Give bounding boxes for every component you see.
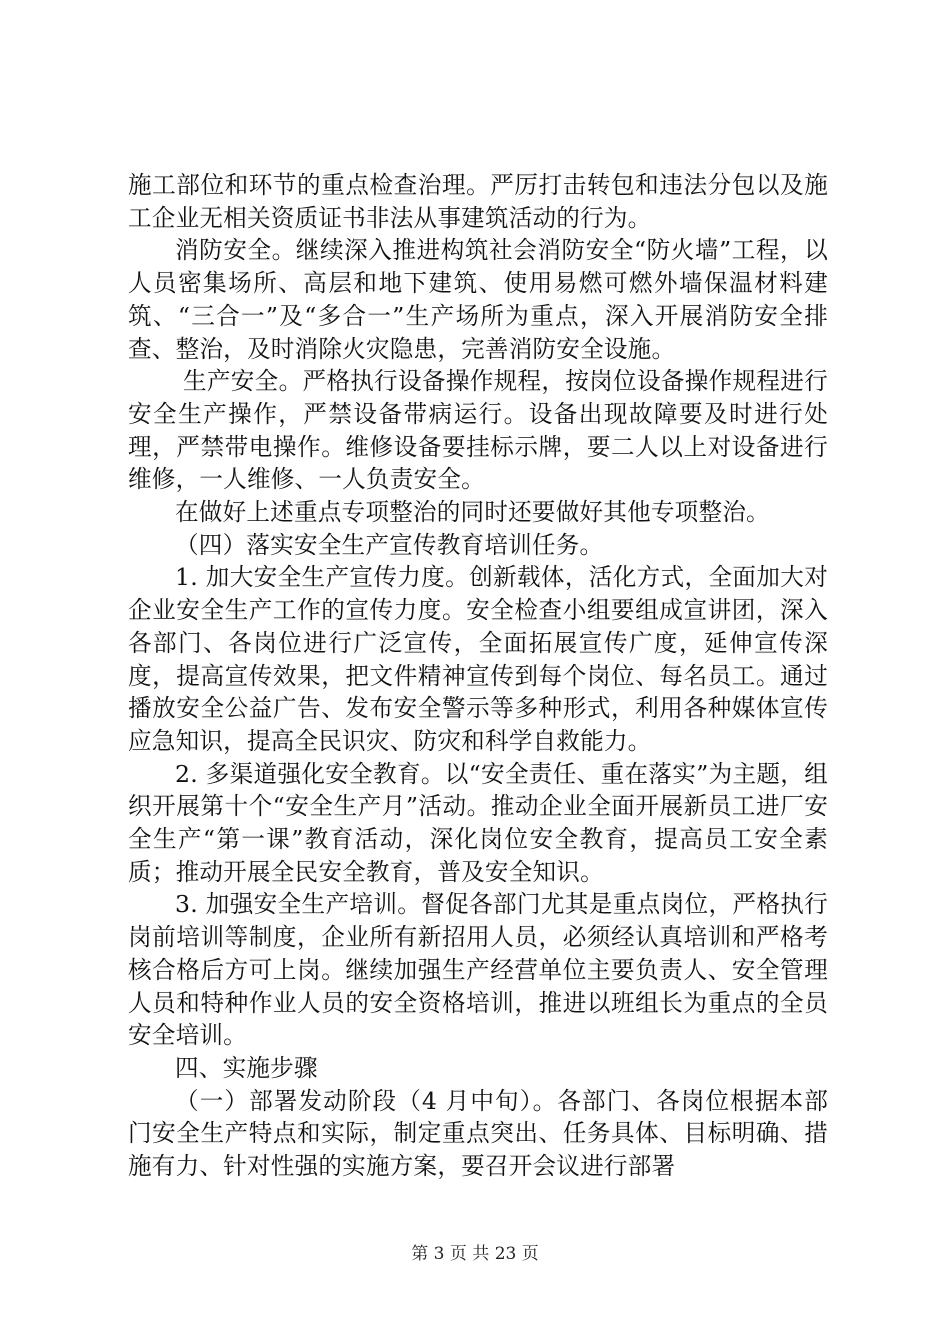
page-footer: 第 3 页 共 23 页 [411, 1244, 539, 1264]
paragraph-fire-safety: 消防安全。继续深入推进构筑社会消防安全“防火墙”工程，以人员密集场所、高层和地下建筑、使用易燃可燃外墙保温材料建筑、“三合一”及“多合一”生产场所为重点，深入开展消防安全排查、整治，及时消除火灾隐患，完善消防安全设施。 [128, 236, 828, 363]
paragraph-construction-continued: 施工部位和环节的重点检查治理。严厉打击转包和违法分包以及施工企业无相关资质证书非法从事建筑活动的行为。 [128, 171, 828, 232]
paragraph-item-2-education: 2. 多渠道强化安全教育。以“安全责任、重在落实”为主题，组织开展第十个“安全生产月”活动。推动企业全面开展新员工进厂安全生产“第一课”教育活动，深化岗位安全教育，提高员工安全素质；推动开展全民安全教育，普及安全知识。 [128, 759, 828, 886]
paragraph-other-rectification: 在做好上述重点专项整治的同时还要做好其他专项整治。 [175, 498, 770, 527]
paragraph-production-safety: 生产安全。严格执行设备操作规程，按岗位设备操作规程进行安全生产操作，严禁设备带病运行。设备出现故障要及时进行处理，严禁带电操作。维修设备要挂标示牌，要二人以上对设备进行维修，一人维修、一人负责安全。 [128, 367, 828, 494]
paragraph-item-3-training: 3. 加强安全生产培训。督促各部门尤其是重点岗位，严格执行岗前培训等制度，企业所有新招用人员，必须经认真培训和严格考核合格后方可上岗。继续加强生产经营单位主要负责人、安全管理人员和特种作业人员的安全资格培训，推进以班组长为重点的全员安全培训。 [128, 890, 828, 1050]
paragraph-item-1-publicity: 1. 加大安全生产宣传力度。创新载体，活化方式，全面加大对企业安全生产工作的宣传力度。安全检查小组要组成宣讲团，深入各部门、各岗位进行广泛宣传，全面拓展宣传广度，延伸宣传深度，提高宣传效果，把文件精神宣传到每个岗位、每名员工。通过播放安全公益广告、发布安全警示等多种形式，利用各种媒体宣传应急知识，提高全民识灾、防灾和科学自救能力。 [128, 563, 828, 755]
section-heading-publicity-training: （四）落实安全生产宣传教育培训任务。 [175, 530, 604, 559]
document-body [128, 169, 828, 1183]
section-heading-implementation-steps: 四、实施步骤 [175, 1053, 318, 1082]
paragraph-deployment-stage: （一）部署发动阶段（4 月中旬）。各部门、各岗位根据本部门安全生产特点和实际，制定重点突出、任务具体、目标明确、措施有力、针对性强的实施方案，要召开会议进行部署 [128, 1086, 828, 1181]
